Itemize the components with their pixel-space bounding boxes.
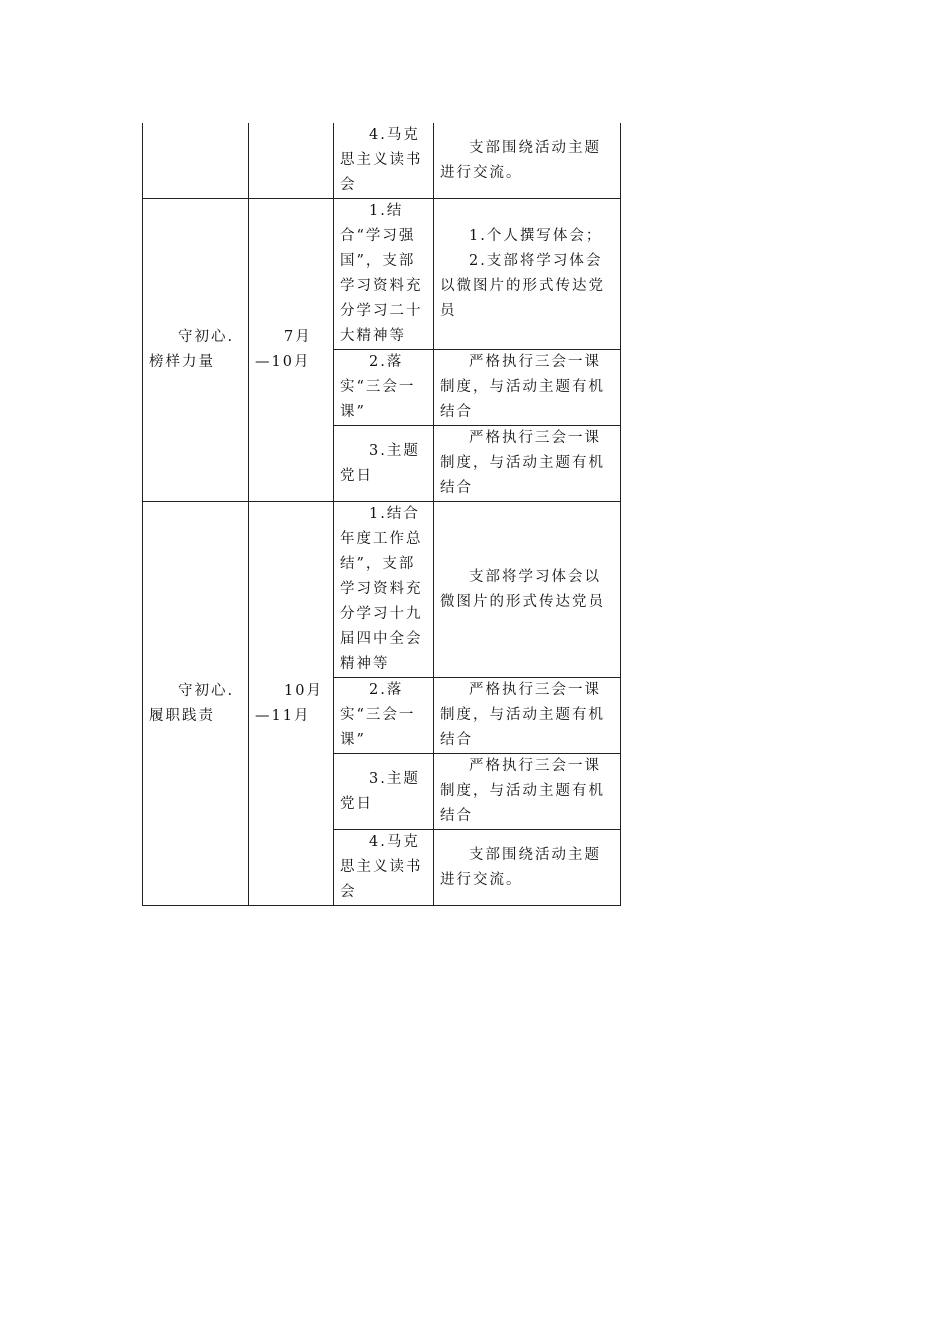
requirement-text: 严格执行三会一课制度，与活动主题有机结合 [440, 354, 605, 420]
theme-text: 守初心.榜样力量 [149, 329, 235, 370]
activity-cell [334, 350, 434, 426]
activity-plan-table [142, 123, 621, 906]
activity-text: 4.马克思主义读书会 [340, 127, 423, 193]
requirement-text: 2.支部将学习体会以微图片的形式传达党员 [440, 253, 605, 319]
activity-cell [334, 502, 434, 678]
requirement-cell [434, 426, 621, 502]
theme-cell [143, 199, 249, 502]
activity-cell [334, 426, 434, 502]
requirement-cell [434, 123, 621, 199]
table-row [143, 502, 621, 678]
activity-text: 3.主题党日 [340, 442, 420, 484]
activity-text: 4.马克思主义读书会 [340, 834, 423, 900]
table-row [143, 123, 621, 199]
table-row [143, 199, 621, 350]
requirement-text: 支部围绕活动主题进行交流。 [440, 846, 601, 888]
activity-cell [334, 678, 434, 754]
theme-text: 守初心.履职践责 [149, 682, 235, 724]
requirement-text: 支部围绕活动主题进行交流。 [440, 139, 601, 181]
activity-text: 2.落实“三会一课” [340, 682, 416, 748]
requirement-cell [434, 350, 621, 426]
activity-cell [334, 830, 434, 906]
requirement-cell [434, 830, 621, 906]
theme-cell [143, 123, 249, 199]
requirement-text: 严格执行三会一课制度，与活动主题有机结合 [440, 682, 605, 748]
requirement-cell [434, 754, 621, 830]
requirement-cell [434, 502, 621, 678]
activity-text: 3.主题党日 [340, 770, 420, 812]
time-cell [249, 502, 334, 906]
activity-text: 1.结合年度工作总结”，支部学习资料充分学习十九届四中全会精神等 [340, 506, 423, 672]
requirement-text: 支部将学习体会以微图片的形式传达党员 [440, 568, 605, 610]
time-text: 7月—10月 [255, 329, 312, 370]
requirement-cell [434, 678, 621, 754]
activity-text: 2.落实“三会一课” [340, 354, 416, 420]
activity-text: 1.结合“学习强国”，支部学习资料充分学习二十大精神等 [340, 203, 423, 344]
time-cell [249, 199, 334, 502]
activity-cell [334, 123, 434, 199]
activity-cell [334, 199, 434, 350]
requirement-text: 严格执行三会一课制度，与活动主题有机结合 [440, 758, 605, 824]
requirement-text: 1.个人撰写体会； [469, 228, 603, 244]
time-text: 10月—11月 [255, 682, 323, 724]
requirement-text: 严格执行三会一课制度，与活动主题有机结合 [440, 430, 605, 496]
requirement-cell [434, 199, 621, 350]
activity-cell [334, 754, 434, 830]
theme-cell [143, 502, 249, 906]
time-cell [249, 123, 334, 199]
